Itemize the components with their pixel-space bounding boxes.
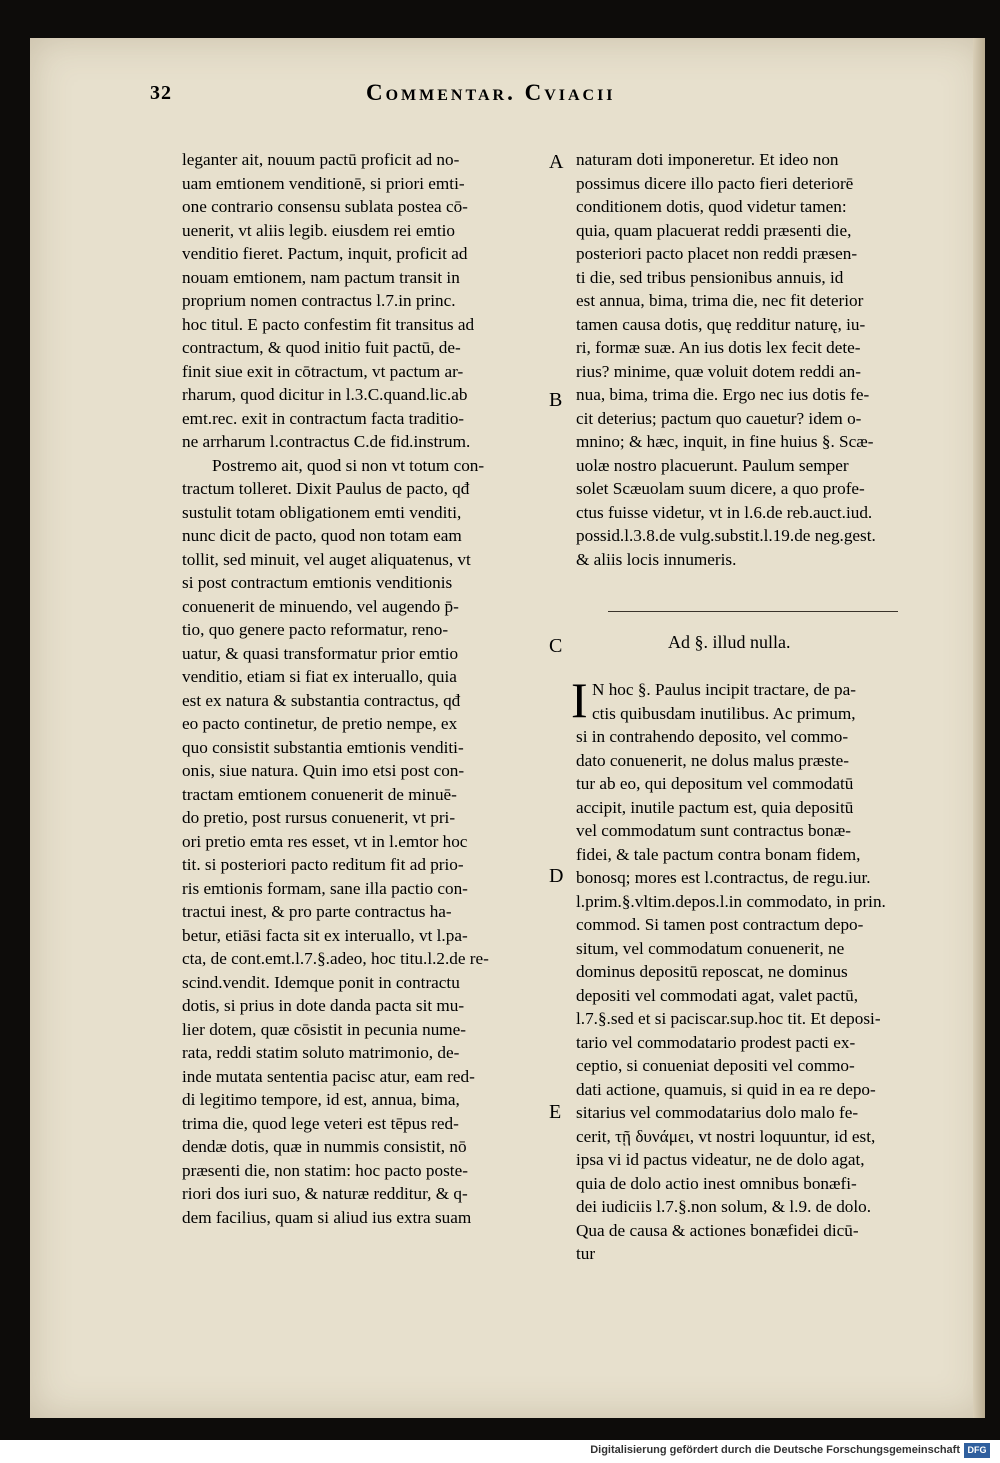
margin-letter-c: C (549, 635, 563, 657)
text-line: ori pretio emta res esset, vt in l.emtor hoc (182, 831, 468, 851)
text-line: posteriori pacto placet non reddi præsen- (576, 244, 858, 263)
text-line: tario vel commodatario prodest pacti ex- (576, 1032, 856, 1052)
text-line: accipit, inutile pactum est, quia depositū (576, 797, 854, 817)
text-line: riori dos iuri suo, & naturæ redditur, & q- (182, 1184, 468, 1203)
text-line: fidei, & tale pactum contra bonam fidem, (576, 844, 861, 864)
text-line: tit. si posteriori pacto reditum fit ad prio- (182, 855, 464, 874)
text-line: nouam emtionem, nam pactum transit in (182, 267, 460, 287)
text-line: præsenti die, non statim: hoc pacto poste- (182, 1160, 468, 1180)
text-line: trima die, quod lege veteri est tēpus red- (182, 1113, 459, 1133)
text-line: situm, vel commodatum conuenerit, ne (576, 938, 845, 958)
text-line: scind.vendit. Idemque ponit in contractu (182, 972, 460, 992)
text-line: venditio, etiam si fiat ex interuallo, quia (182, 667, 457, 686)
text-line: rata, reddi statim soluto matrimonio, de- (182, 1043, 460, 1062)
text-line: possimus dicere illo pacto fieri deteriorē (576, 173, 854, 193)
text-line: vel commodatum sunt contractus bonæ- (576, 821, 851, 840)
text-line: sitarius vel commodatarius dolo malo fe- (576, 1103, 859, 1122)
text-line: rius? minime, quæ voluit dotem reddi an- (576, 361, 861, 381)
text-line: inde mutata sententia pacisc atur, eam red- (182, 1066, 475, 1086)
text-line: dominus depositū reposcat, ne dominus (576, 962, 848, 981)
text-line: sustulit totam obligationem emti venditi, (182, 502, 462, 522)
drop-cap-initial: I (571, 672, 588, 728)
text-line: tractui inest, & pro parte contractus ha- (182, 902, 452, 921)
margin-letter-b: B (549, 389, 563, 411)
page-edge (973, 38, 985, 1418)
text-line: N hoc §. Paulus incipit tractare, de pa- (592, 680, 856, 699)
text-line: quo consistit substantia emtionis venditi- (182, 737, 464, 757)
margin-letter-a: A (549, 151, 564, 173)
margin-letter-d: D (549, 865, 564, 887)
text-line: cit deterius; pactum quo cauetur? idem o- (576, 408, 862, 428)
text-line: ri, formæ suæ. An ius dotis lex fecit dete- (576, 338, 861, 357)
text-line: di legitimo tempore, id est, annua, bima, (182, 1090, 460, 1109)
text-line: ctus fuisse videtur, vt in l.6.de reb.auct.iud. (576, 502, 873, 522)
text-line: hoc titul. E pacto confestim fit transitus ad (182, 314, 475, 334)
text-line: Postremo ait, quod si non vt totum con- (212, 455, 485, 475)
text-line: uatur, & quasi transformatur prior emtio (182, 643, 459, 663)
margin-letter-e: E (549, 1101, 562, 1123)
text-line: quia, quam placuerat reddi præsenti die, (576, 220, 852, 240)
text-line: onis, siue natura. Quin imo etsi post con- (182, 761, 465, 780)
text-line: one contrario consensu sublata postea cō- (182, 197, 468, 216)
text-line: possid.l.3.8.de vulg.substit.l.19.de neg.gest. (576, 526, 876, 545)
footer-bar (0, 1440, 1000, 1463)
text-line: dato conuenerit, ne dolus malus præste- (576, 750, 850, 770)
text-line: naturam doti imponeretur. Et ideo non (576, 150, 839, 169)
text-line: commod. Si tamen post contractum depo- (576, 915, 864, 934)
text-line: lier dotem, quæ cōsistit in pecunia nume- (182, 1019, 467, 1039)
text-line: si in contrahendo deposito, vel commo- (576, 727, 849, 746)
text-line: l.prim.§.vltim.depos.l.in commodato, in prin. (576, 891, 886, 911)
text-line: ris emtionis formam, sane illa pactio con- (182, 878, 468, 898)
text-line: dei iudiciis l.7.§.non solum, & l.9. de dolo. (576, 1197, 872, 1216)
text-line: dem facilius, quam si aliud ius extra suam (182, 1207, 472, 1227)
text-line: bonosq; mores est l.contractus, de regu.iur. (576, 868, 871, 887)
text-line: dati actione, quamuis, si quid in ea re depo- (576, 1079, 876, 1099)
footer-credit: Digitalisierung gefördert durch die Deutsche Forschungsgemeinschaft (590, 1444, 960, 1456)
left-text-column (182, 148, 489, 1229)
page-number: 32 (150, 82, 172, 104)
text-line: est ex natura & substantia contractus, qđ (182, 690, 461, 710)
text-line: betur, etiāsi facta sit ex interuallo, vt l.pa- (182, 925, 468, 945)
text-line: dotis, si prius in dote danda pacta sit mu- (182, 996, 465, 1015)
text-line: tio, quo genere pacto reformatur, reno- (182, 620, 449, 639)
text-line: cerit, τῇ δυνάμει, vt nostri loquuntur, id est, (576, 1126, 876, 1146)
text-line: rharum, quod dicitur in l.3.C.quand.lic.ab (182, 385, 468, 404)
text-line: uam emtionem venditionē, si priori emti- (182, 173, 465, 193)
dfg-logo-icon: DFG (964, 1443, 990, 1458)
text-line: l.7.§.sed et si paciscar.sup.hoc tit. Et deposi- (576, 1009, 881, 1028)
text-line: proprium nomen contractus l.7.in princ. (182, 291, 456, 310)
text-line: cta, de cont.emt.l.7.§.adeo, hoc titu.l.2.de re- (182, 949, 489, 968)
text-line: leganter ait, nouum pactū proficit ad no- (182, 150, 460, 169)
text-line: tractam emtionem conuenerit de minuē- (182, 784, 457, 804)
text-line: uenerit, vt aliis legib. eiusdem rei emtio (182, 220, 456, 240)
text-line: mnino; & hæc, inquit, in fine huius §. Scæ- (576, 432, 874, 451)
section-heading: Ad §. illud nulla. (668, 632, 791, 652)
text-line: tractum tolleret. Dixit Paulus de pacto, qđ (182, 479, 470, 498)
text-line: est annua, bima, trima die, nec fit deterior (576, 291, 864, 310)
text-line: tur (576, 1244, 596, 1263)
right-text-column-bottom (576, 678, 886, 1266)
text-line: eo pacto continetur, de pretio nempe, ex (182, 714, 458, 733)
text-line: ti die, sed tribus pensionibus annuis, id (576, 267, 844, 287)
text-line: ceptio, si conueniat depositi vel commo- (576, 1056, 855, 1075)
text-line: finit siue exit in cōtractum, vt pactum ar- (182, 361, 464, 381)
text-line: do pretio, post rursus conuenerit, vt pri- (182, 808, 456, 827)
text-line: uolæ nostro placuerunt. Paulum semper (576, 455, 849, 475)
right-text-column-top (576, 148, 876, 571)
text-line: solet Scæuolam suum dicere, a quo profe- (576, 479, 865, 498)
text-line: depositi vel commodati agat, valet pactū, (576, 985, 859, 1005)
text-line: & aliis locis innumeris. (576, 549, 737, 569)
text-line: ne arrharum l.contractus C.de fid.instrum. (182, 432, 471, 451)
text-line: emt.rec. exit in contractum facta traditio- (182, 408, 465, 428)
text-line: ipsa vi id pactus videatur, ne de dolo agat, (576, 1150, 865, 1169)
running-head: Commentar. Cviacii (366, 80, 616, 105)
text-line: tur ab eo, qui depositum vel commodatū (576, 774, 854, 793)
text-line: ctis quibusdam inutilibus. Ac primum, (592, 703, 856, 723)
text-line: conditionem dotis, quod videtur tamen: (576, 197, 847, 216)
text-line: nunc dicit de pacto, quod non totam eam (182, 526, 462, 545)
text-line: nua, bima, trima die. Ergo nec ius dotis fe- (576, 385, 870, 404)
section-divider-rule (608, 611, 898, 612)
text-line: Qua de causa & actiones bonæfidei dicū- (576, 1220, 859, 1240)
text-line: quia de dolo actio inest omnibus bonæfi- (576, 1173, 857, 1193)
text-line: dendæ dotis, quæ in nummis consistit, nō (182, 1137, 467, 1156)
text-line: venditio fieret. Pactum, inquit, proficit ad (182, 244, 468, 263)
text-line: tollit, sed minuit, vel auget aliquatenus, vt (182, 549, 471, 569)
text-line: contractum, & quod initio fuit pactū, de- (182, 338, 461, 357)
text-line: si post contractum emtionis venditionis (182, 573, 453, 592)
text-line: conuenerit de minuendo, vel augendo p̄- (182, 596, 459, 616)
text-line: tamen causa dotis, quę redditur naturę, iu- (576, 314, 866, 334)
